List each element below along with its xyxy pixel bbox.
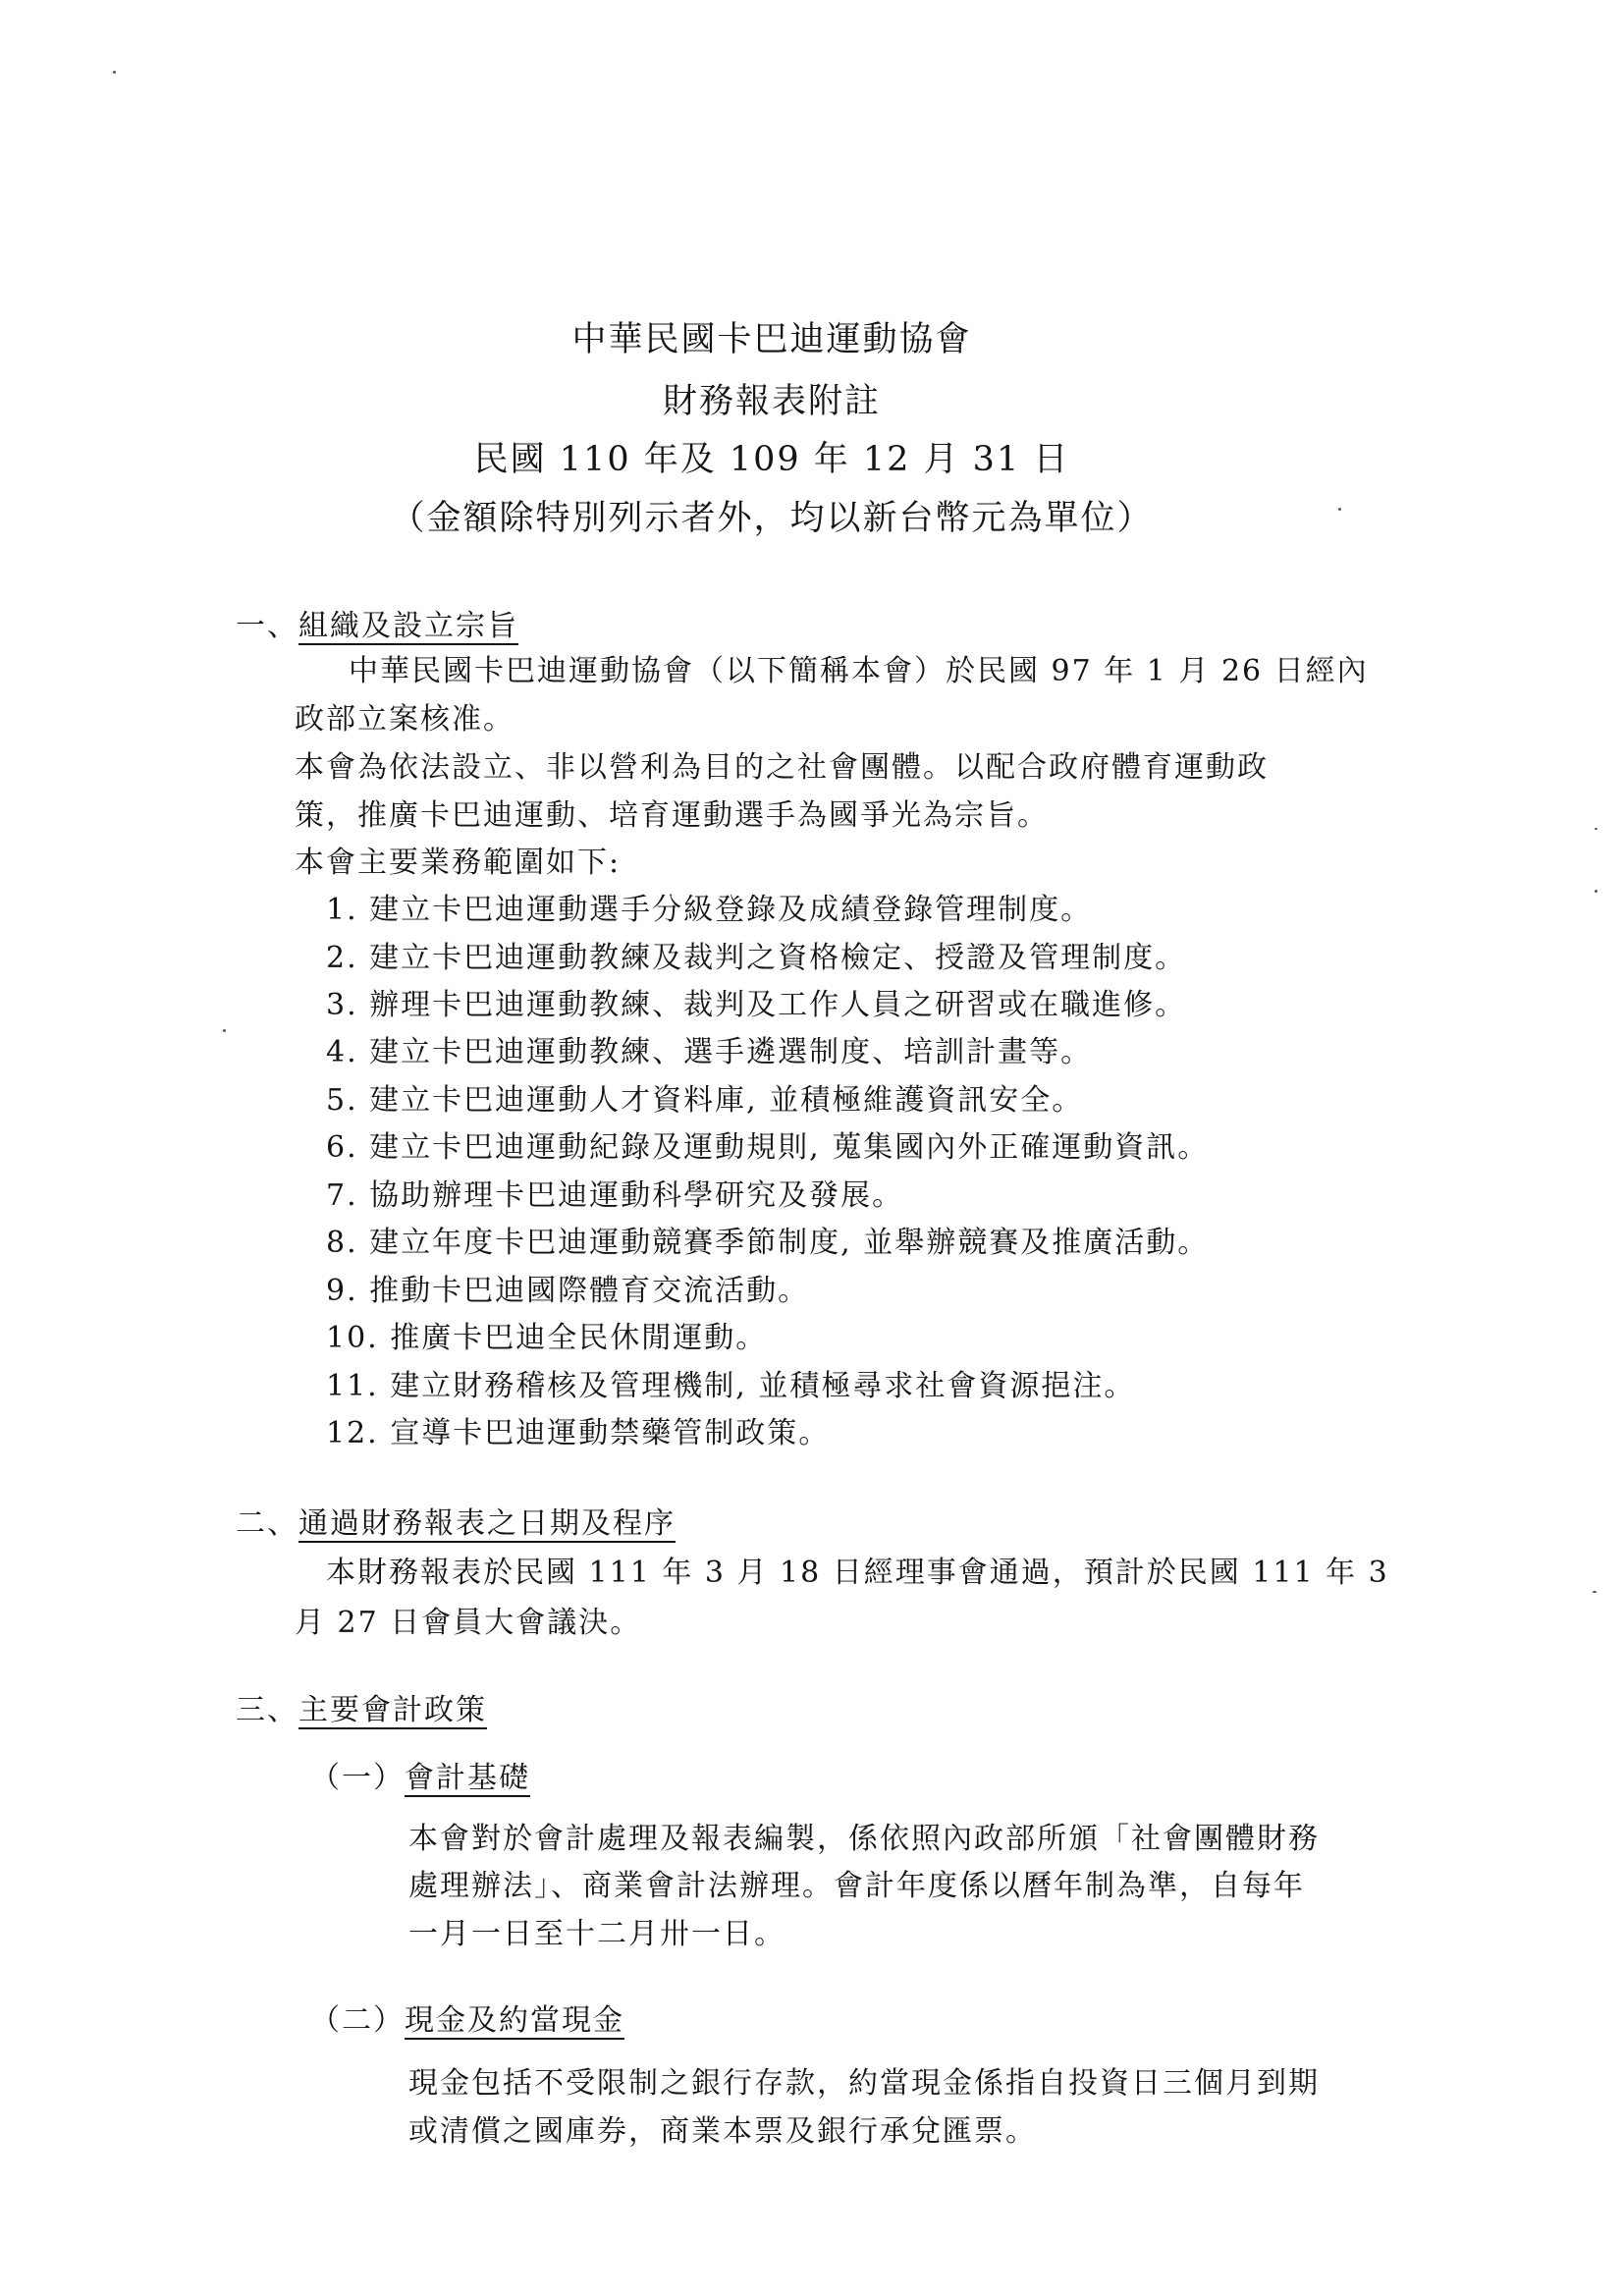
subsection-2-title: 現金及約當現金	[405, 2003, 624, 2038]
section-1-title: 組織及設立宗旨	[298, 609, 518, 643]
list-item: 1. 建立卡巴迪運動選手分級登錄及成績登錄管理制度。	[326, 893, 1093, 927]
currency-note: （金額除特別列示者外，均以新台幣元為單位）	[390, 499, 1154, 538]
org-name: 中華民國卡巴迪運動協會	[571, 320, 972, 359]
list-item: 5. 建立卡巴迪運動人才資料庫, 並積極維護資訊安全。	[326, 1083, 1084, 1118]
section-1-paragraph-2b: 策，推廣卡巴迪運動、培育運動選手為國爭光為宗旨。	[295, 798, 1049, 833]
subsection-2-heading	[310, 1995, 624, 2039]
list-item: 2. 建立卡巴迪運動教練及裁判之資格檢定、授證及管理制度。	[326, 941, 1187, 975]
section-2-heading	[236, 1499, 676, 1542]
section-1-paragraph-1b: 政部立案核准。	[295, 702, 514, 737]
report-date: 民國 110 年及 109 年 12 月 31 日	[473, 440, 1070, 479]
section-3-number: 三、	[236, 1693, 298, 1727]
list-item: 12. 宣導卡巴迪運動禁藥管制政策。	[326, 1416, 831, 1450]
subsection-1-line-1: 本會對於會計處理及報表編製，係依照內政部所頒「社會團體財務	[408, 1822, 1320, 1856]
list-item: 7. 協助辦理卡巴迪運動科學研究及發展。	[326, 1178, 904, 1213]
document-title: 財務報表附註	[662, 382, 881, 421]
subsection-1-title: 會計基礎	[405, 1761, 530, 1795]
section-2-paragraph-b: 月 27 日會員大會議決。	[295, 1606, 642, 1640]
subsection-1-line-2: 處理辦法」、商業會計法辦理。會計年度係以曆年制為準，自每年	[408, 1869, 1305, 1903]
section-2-number: 二、	[236, 1506, 298, 1541]
subsection-1-number: （一）	[310, 1761, 405, 1795]
section-1-paragraph-2a: 本會為依法設立、非以營利為目的之社會團體。以配合政府體育運動政	[295, 750, 1269, 785]
scan-speck	[223, 1029, 226, 1032]
list-item: 8. 建立年度卡巴迪運動競賽季節制度, 並舉辦競賽及推廣活動。	[326, 1226, 1210, 1260]
scan-speck	[1595, 890, 1597, 893]
list-item: 11. 建立財務稽核及管理機制, 並積極尋求社會資源挹注。	[326, 1369, 1136, 1403]
section-2-paragraph-a: 本財務報表於民國 111 年 3 月 18 日經理事會通過，預計於民國 111 年 3	[326, 1556, 1389, 1590]
subsection-1-line-3: 一月一日至十二月卅一日。	[408, 1917, 785, 1951]
list-item: 9. 推動卡巴迪國際體育交流活動。	[326, 1274, 810, 1308]
scan-speck	[113, 71, 116, 74]
scan-speck	[1593, 1591, 1597, 1593]
scan-speck	[1595, 828, 1597, 830]
scan-speck	[1338, 508, 1341, 511]
section-3-heading	[236, 1685, 487, 1728]
subsection-1-heading	[310, 1753, 530, 1796]
section-2-title: 通過財務報表之日期及程序	[298, 1506, 676, 1541]
list-item: 6. 建立卡巴迪運動紀錄及運動規則, 蒐集國內外正確運動資訊。	[326, 1130, 1210, 1165]
subsection-2-number: （二）	[310, 2003, 405, 2038]
list-item: 10. 推廣卡巴迪全民休閒運動。	[326, 1321, 768, 1355]
section-1-heading	[236, 601, 518, 644]
section-1-paragraph-1a: 中華民國卡巴迪運動協會（以下簡稱本會）於民國 97 年 1 月 26 日經內	[349, 654, 1369, 688]
section-1-paragraph-3: 本會主要業務範圍如下:	[295, 846, 622, 880]
section-3-title: 主要會計政策	[298, 1693, 487, 1727]
subsection-2-line-1: 現金包括不受限制之銀行存款，約當現金係指自投資日三個月到期	[408, 2066, 1320, 2101]
section-1-number: 一、	[236, 609, 298, 643]
list-item: 3. 辦理卡巴迪運動教練、裁判及工作人員之研習或在職進修。	[326, 988, 1187, 1022]
subsection-2-line-2: 或清償之國庫券，商業本票及銀行承兌匯票。	[408, 2114, 1037, 2149]
list-item: 4. 建立卡巴迪運動教練、選手遴選制度、培訓計畫等。	[326, 1035, 1093, 1069]
